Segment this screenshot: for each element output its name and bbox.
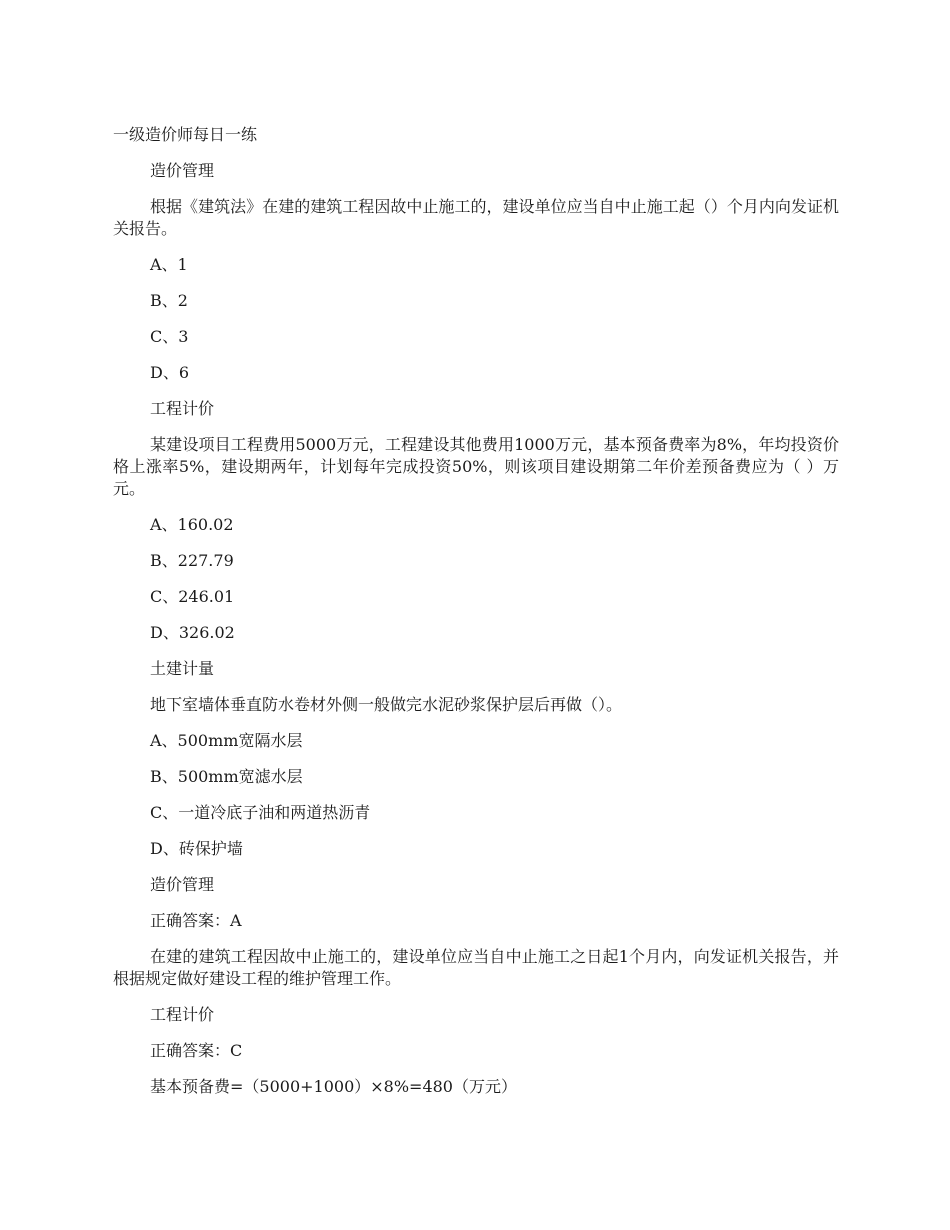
section-heading-civil-measurement: 土建计量: [150, 659, 215, 678]
question-1-option-c: C、3: [150, 327, 189, 346]
question-3-option-c: C、一道冷底子油和两道热沥青: [150, 803, 371, 822]
question-3-option-a: A、500mm宽隔水层: [150, 731, 303, 750]
section-heading-pricing: 工程计价: [150, 399, 215, 418]
document-page: [113, 124, 839, 1112]
question-2-option-b: B、227.79: [150, 551, 234, 570]
section-heading-cost-management: 造价管理: [150, 161, 215, 180]
question-2-option-d: D、326.02: [150, 623, 235, 642]
question-1-option-d: D、6: [150, 363, 190, 382]
question-3-text: 地下室墙体垂直防水卷材外侧一般做完水泥砂浆保护层后再做（）。: [150, 695, 623, 714]
question-2-option-c: C、246.01: [150, 587, 235, 606]
answer-heading-pricing: 工程计价: [150, 1005, 215, 1024]
answer-2-explanation: 基本预备费=（5000+1000）×8%=480（万元）: [150, 1077, 517, 1096]
question-2-option-a: A、160.02: [150, 515, 234, 534]
question-3-option-d: D、砖保护墙: [150, 839, 243, 858]
answer-2-correct: 正确答案：C: [150, 1041, 243, 1060]
answer-1-correct: 正确答案：A: [150, 911, 242, 930]
document-title: 一级造价师每日一练: [113, 125, 258, 144]
answer-heading-cost-management: 造价管理: [150, 875, 215, 894]
question-3-option-b: B、500mm宽滤水层: [150, 767, 303, 786]
question-2-text: 某建设项目工程费用5000万元，工程建设其他费用1000万元，基本预备费率为8%，年均投资价格上涨率5%，建设期两年，计划每年完成投资50%，则该项目建设期第二年价差预备费应为（ ）万元。: [113, 435, 839, 498]
question-1-text: 根据《建筑法》在建的建筑工程因故中止施工的，建设单位应当自中止施工起（）个月内向发证机关报告。: [113, 197, 839, 238]
question-1-option-a: A、1: [150, 255, 188, 274]
answer-1-explanation: 在建的建筑工程因故中止施工的，建设单位应当自中止施工之日起1个月内，向发证机关报告，并根据规定做好建设工程的维护管理工作。: [113, 947, 839, 988]
question-1-option-b: B、2: [150, 291, 188, 310]
